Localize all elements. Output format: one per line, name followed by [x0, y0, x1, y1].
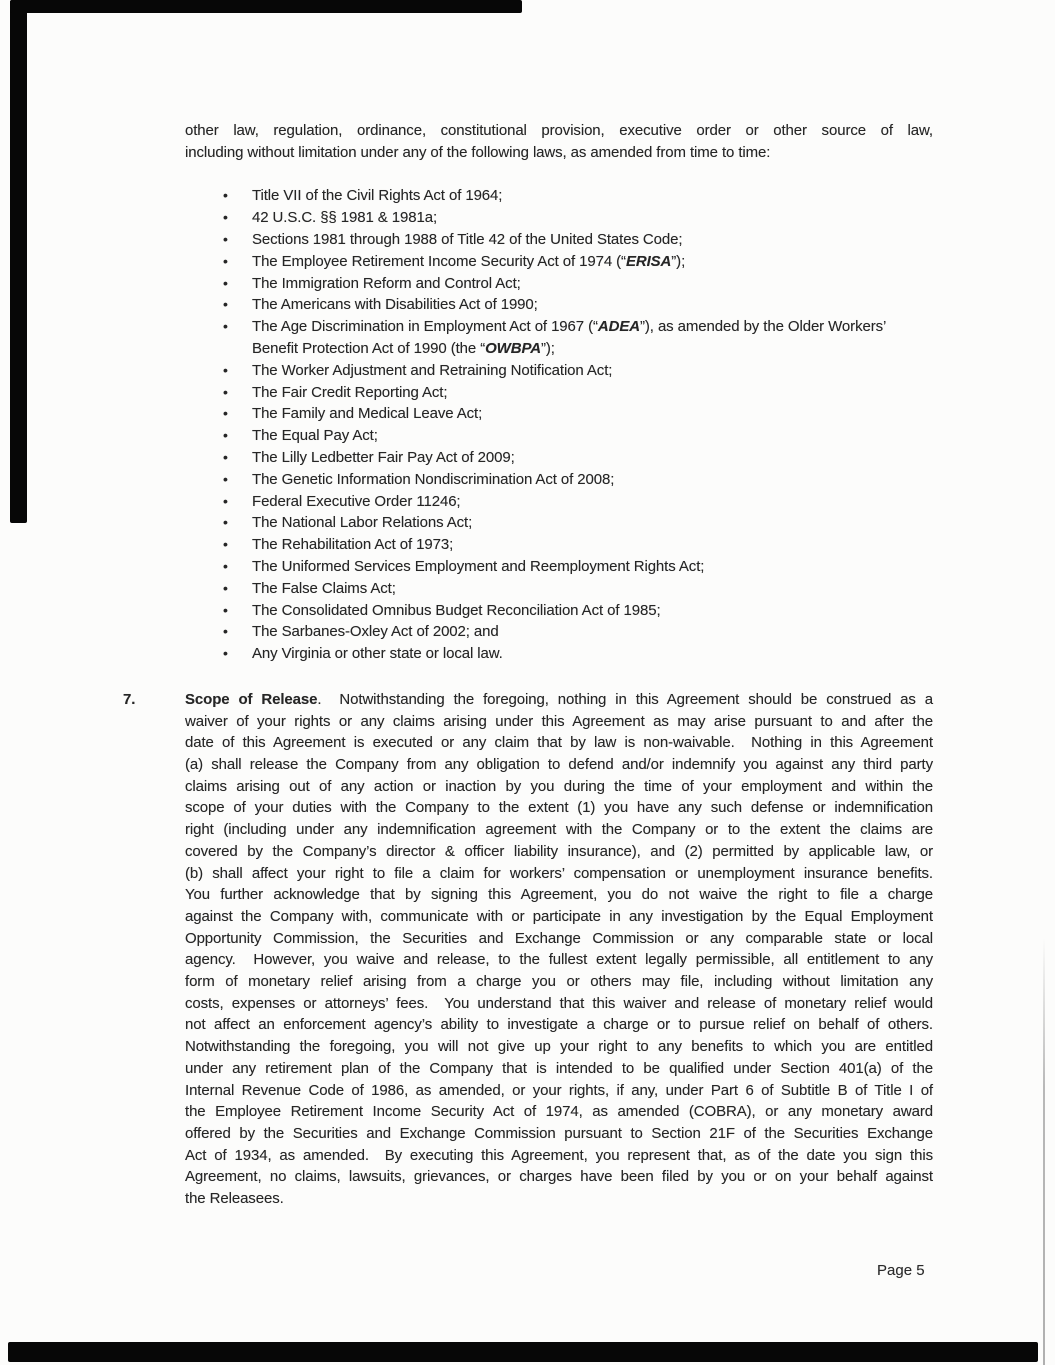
list-item-text: The Employee Retirement Income Security Act of 1974 (“ERISA”); [252, 252, 686, 270]
section-line: against the Company with, communicate with or participate in any investigation by the Equal Employment [185, 907, 933, 925]
list-item-text: The Lilly Ledbetter Fair Pay Act of 2009; [252, 448, 515, 466]
page-number: Page 5 [877, 1262, 925, 1279]
list-item-text: Federal Executive Order 11246; [252, 492, 461, 510]
scan-artifact-left-bar [10, 0, 27, 523]
section-line: Notwithstanding the foregoing, you will not give up your right to any benefits to which you are entitled [185, 1038, 933, 1056]
section-line: the Releasees. [185, 1190, 284, 1208]
list-item-text: The Rehabilitation Act of 1973; [252, 536, 454, 554]
list-item-text: The Uniformed Services Employment and Reemployment Rights Act; [252, 557, 705, 575]
list-item [185, 338, 933, 360]
bullet-icon: • [223, 318, 228, 335]
list-item [185, 425, 933, 447]
scan-artifact-right-line [1043, 938, 1045, 1365]
list-item-text: The National Labor Relations Act; [252, 514, 473, 532]
list-item [185, 185, 933, 207]
intro-line: other law, regulation, ordinance, constitutional provision, executive order or other source of law, [185, 122, 933, 139]
bullet-icon: • [223, 252, 228, 269]
section-line: Agreement, no claims, lawsuits, grievances, or charges have been filed by you or on your behalf against [185, 1168, 933, 1186]
section-line: (b) shall affect your right to file a claim for workers’ compensation or unemployment insurance benefits. [185, 864, 933, 882]
bullet-icon: • [223, 231, 228, 247]
section-line: covered by the Company’s director & officer liability insurance), and (2) permitted by applicable law, or [185, 842, 933, 860]
list-item [185, 273, 933, 295]
section-line: costs, expenses or attorneys’ fees. You understand that this waiver and release of monetary relief would [185, 994, 933, 1012]
bullet-icon: • [223, 536, 228, 553]
list-item [185, 382, 933, 404]
scan-artifact-bottom-bar [8, 1342, 1038, 1362]
bullet-icon: • [223, 579, 228, 596]
section-line: scope of your duties with the Company to the extent (1) you have any such defense or indemnification [185, 799, 933, 817]
list-item [185, 229, 933, 251]
bullet-icon: • [223, 601, 228, 618]
bullet-icon: • [223, 427, 228, 444]
bullet-icon [185, 338, 252, 360]
list-item [185, 556, 933, 578]
list-item [185, 469, 933, 491]
section-line: not affect an enforcement agency’s ability to investigate a charge or to pursue relief on behalf of others. [185, 1016, 933, 1034]
section-line: claims arising out of any action or inaction by you during the time of your employment and within the [185, 777, 933, 795]
bullet-icon: • [223, 448, 228, 465]
list-item-text: 42 U.S.C. §§ 1981 & 1981a; [252, 209, 438, 227]
section-line: right (including under any indemnification agreement with the Company or to the extent the claims are [185, 821, 933, 839]
list-item-text: The Age Discrimination in Employment Act of 1967 (“ADEA”), as amended by the Older Workers’ [252, 318, 887, 336]
scan-artifact-top-bar [10, 0, 522, 13]
section-line: the Employee Retirement Income Security Act of 1974, as amended (COBRA), or any monetary award [185, 1103, 933, 1121]
document-content [123, 120, 934, 1210]
bullet-icon: • [223, 274, 228, 291]
list-item [185, 621, 933, 643]
section-paragraph [185, 689, 933, 1210]
bullet-icon: • [223, 187, 228, 204]
list-item [185, 600, 933, 622]
intro-paragraph [185, 120, 933, 163]
list-item [185, 534, 933, 556]
list-item [185, 403, 933, 425]
bullet-icon: • [223, 383, 228, 400]
section-line: (a) shall release the Company from any obligation to defend and/or indemnify you against any third party [185, 756, 933, 774]
section-line: Internal Revenue Code of 1986, as amended, or your rights, if any, under Part 6 of Subtitle B of Title I of [185, 1081, 933, 1099]
section-line: under any retirement plan of the Company that is intended to be qualified under Section 401(a) of the [185, 1059, 933, 1077]
bullet-icon: • [223, 557, 228, 574]
list-item-text: The Sarbanes-Oxley Act of 2002; and [252, 623, 499, 641]
bullet-icon: • [223, 514, 228, 531]
list-item [185, 294, 933, 316]
bullet-icon: • [223, 361, 228, 378]
list-item-text: The False Claims Act; [252, 579, 396, 597]
section-line: date of this Agreement is executed or any claim that by law is non-waivable. Nothing in this Agreement [185, 734, 933, 752]
list-item-text: The Immigration Reform and Control Act; [252, 274, 521, 292]
bullet-icon: • [223, 623, 228, 640]
list-item-text: The Genetic Information Nondiscrimination Act of 2008; [252, 470, 615, 488]
list-item [185, 447, 933, 469]
section-line: Scope of Release. Notwithstanding the foregoing, nothing in this Agreement should be construed as a [185, 690, 934, 708]
section-line: waiver of your rights or any claims arising under this Agreement as may arise pursuant to and after the [185, 712, 933, 730]
list-item-text: Title VII of the Civil Rights Act of 1964; [252, 187, 503, 205]
intro-line: including without limitation under any of the following laws, as amended from time to time: [185, 143, 771, 161]
list-item [185, 207, 933, 229]
bullet-icon: • [223, 470, 228, 487]
section-7 [123, 689, 933, 1210]
section-line: Opportunity Commission, the Securities and Exchange Commission or any comparable state or local [185, 929, 933, 947]
section-number: 7. [123, 690, 136, 708]
list-item [185, 316, 933, 338]
list-item-text: Sections 1981 through 1988 of Title 42 of the United States Code; [252, 231, 683, 248]
list-item [185, 360, 933, 382]
list-item-text: Benefit Protection Act of 1990 (the “OWBPA”); [252, 339, 555, 357]
list-item [185, 578, 933, 600]
list-item-text: The Americans with Disabilities Act of 1990; [252, 296, 538, 314]
section-line: agency. However, you waive and release, to the fullest extent legally permissible, all entitlement to any [185, 951, 933, 969]
list-item-text: The Worker Adjustment and Retraining Notification Act; [252, 361, 613, 379]
section-line: Act of 1934, as amended. By executing this Agreement, you represent that, as of the date you sign this [185, 1146, 933, 1164]
list-item [185, 251, 933, 273]
bullet-icon: • [223, 645, 228, 662]
list-item [185, 643, 933, 665]
bullet-icon: • [223, 405, 228, 422]
bullet-icon: • [223, 296, 228, 313]
list-item-text: The Consolidated Omnibus Budget Reconciliation Act of 1985; [252, 601, 661, 619]
section-line: You further acknowledge that by signing this Agreement, you do not waive the right to file a charge [185, 886, 933, 904]
list-item [185, 512, 933, 534]
laws-list [185, 185, 933, 665]
list-item-text: The Family and Medical Leave Act; [252, 405, 483, 423]
list-item-text: Any Virginia or other state or local law. [252, 645, 503, 663]
list-item [185, 491, 933, 513]
bullet-icon: • [223, 492, 228, 509]
bullet-icon: • [223, 209, 228, 226]
list-item-text: The Fair Credit Reporting Act; [252, 383, 448, 401]
section-line: offered by the Securities and Exchange Commission pursuant to Section 21F of the Securities Exchange [185, 1125, 933, 1142]
section-line: form of monetary relief arising from a charge you or others may file, including without limitation any [185, 973, 933, 991]
list-item-text: The Equal Pay Act; [252, 427, 378, 445]
